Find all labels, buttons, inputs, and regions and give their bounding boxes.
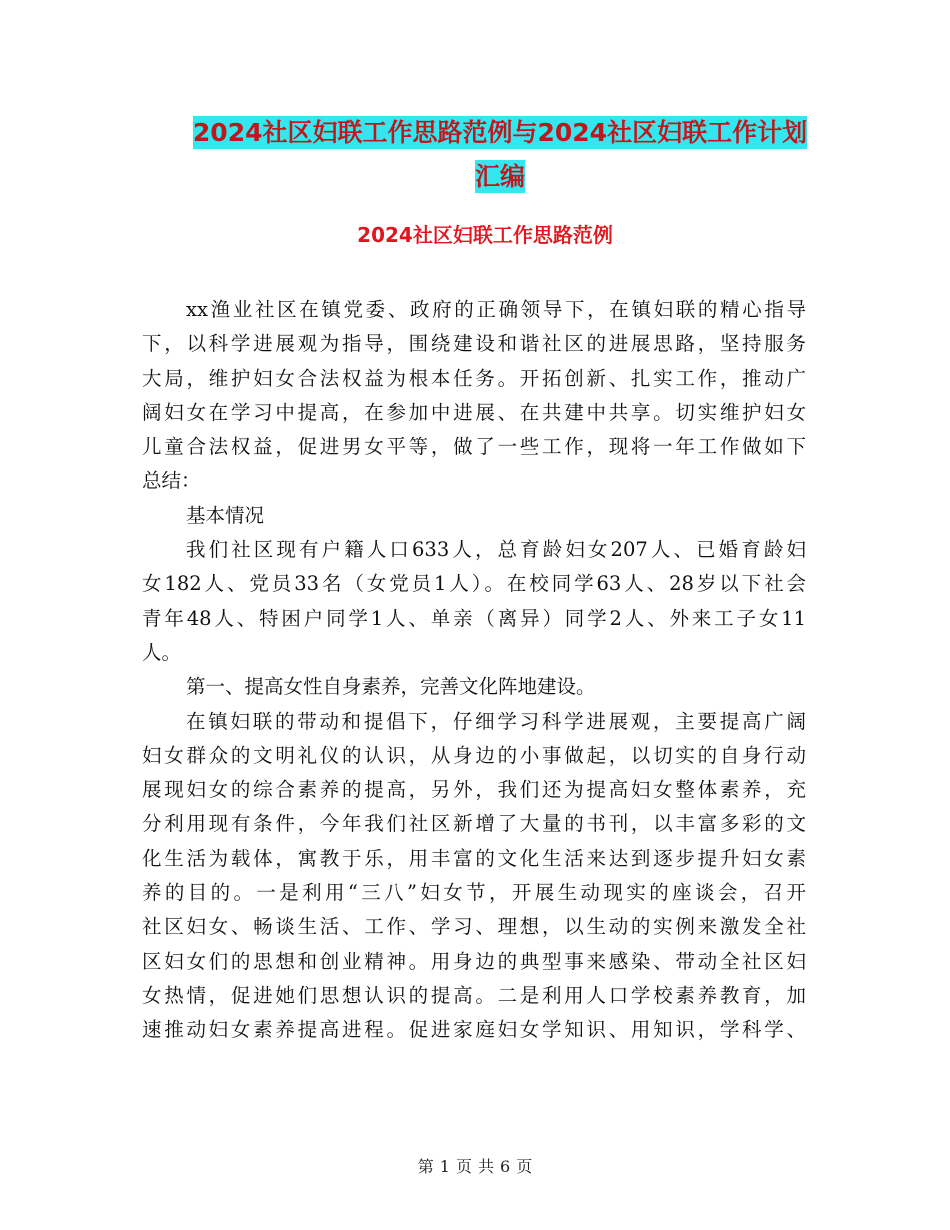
text-line: 化生活为载体，寓教于乐，用丰富的文化生活来达到逐步提升妇女素 — [142, 846, 806, 870]
text-line: 速推动妇女素养提高进程。促进家庭妇女学知识、用知识，学科学、 — [142, 1018, 806, 1042]
text-line: 大局，维护妇女合法权益为根本任务。开拓创新、扎实工作，推动广 — [142, 366, 806, 390]
text-line: 妇女群众的文明礼仪的认识，从身边的小事做起，以切实的自身行动 — [142, 743, 806, 767]
document-title-text: 汇编 — [474, 162, 525, 191]
text-line: 人。 — [142, 640, 182, 664]
page-number: 1 — [439, 1157, 450, 1176]
text-line: 在镇妇联的带动和提倡下，仔细学习科学进展观，主要提高广阔 — [186, 709, 806, 733]
text-line: 儿童合法权益，促进男女平等，做了一些工作，现将一年工作做如下 — [142, 435, 806, 459]
footer-prefix: 第 — [417, 1157, 434, 1176]
text-line: 青年48人、特困户同学1人、单亲（离异）同学2人、外来工子女11 — [142, 606, 806, 630]
text-line: xx渔业社区在镇党委、政府的正确领导下，在镇妇联的精心指导 — [186, 298, 806, 321]
footer-page-label: 页 — [455, 1157, 472, 1176]
text-line: 阔妇女在学习中提高，在参加中进展、在共建中共享。切实维护妇女 — [142, 400, 806, 424]
text-line: 养的目的。一是利用“三八”妇女节，开展生动现实的座谈会，召开 — [142, 881, 806, 905]
footer-total-prefix: 共 — [478, 1157, 495, 1176]
footer-total-label: 页 — [516, 1157, 533, 1176]
text-line: 区妇女们的思想和创业精神。用身边的典型事来感染、带动全社区妇 — [142, 949, 806, 973]
text-line: 下，以科学进展观为指导，围绕建设和谐社区的进展思路，坚持服务 — [142, 332, 806, 356]
document-title-text: 2024社区妇联工作思路范例与2024社区妇联工作计划 — [192, 118, 808, 147]
text-line: 我们社区现有户籍人口633人，总育龄妇女207人、已婚育龄妇 — [186, 538, 806, 562]
body-text — [142, 293, 806, 1048]
text-line: 总结： — [142, 469, 201, 493]
text-line: 女热情，促进她们思想认识的提高。二是利用人口学校素养教育，加 — [142, 983, 806, 1007]
text-line: 第一、提高女性自身素养，完善文化阵地建设。 — [186, 675, 596, 699]
text-line: 分利用现有条件，今年我们社区新增了大量的书刊，以丰富多彩的文 — [142, 812, 806, 836]
text-line: 基本情况 — [186, 503, 265, 527]
document-title-line-2 — [140, 150, 860, 203]
text-line: 社区妇女、畅谈生活、工作、学习、理想，以生动的实例来激发全社 — [142, 915, 806, 939]
section-heading: 2024社区妇联工作思路范例 — [357, 223, 613, 247]
text-line: 展现妇女的综合素养的提高，另外，我们还为提高妇女整体素养，充 — [142, 778, 806, 802]
total-pages: 6 — [500, 1157, 511, 1176]
text-line: 女182人、党员33名（女党员1人）。在校同学63人、28岁以下社会 — [142, 572, 806, 596]
page-footer — [0, 1154, 950, 1177]
